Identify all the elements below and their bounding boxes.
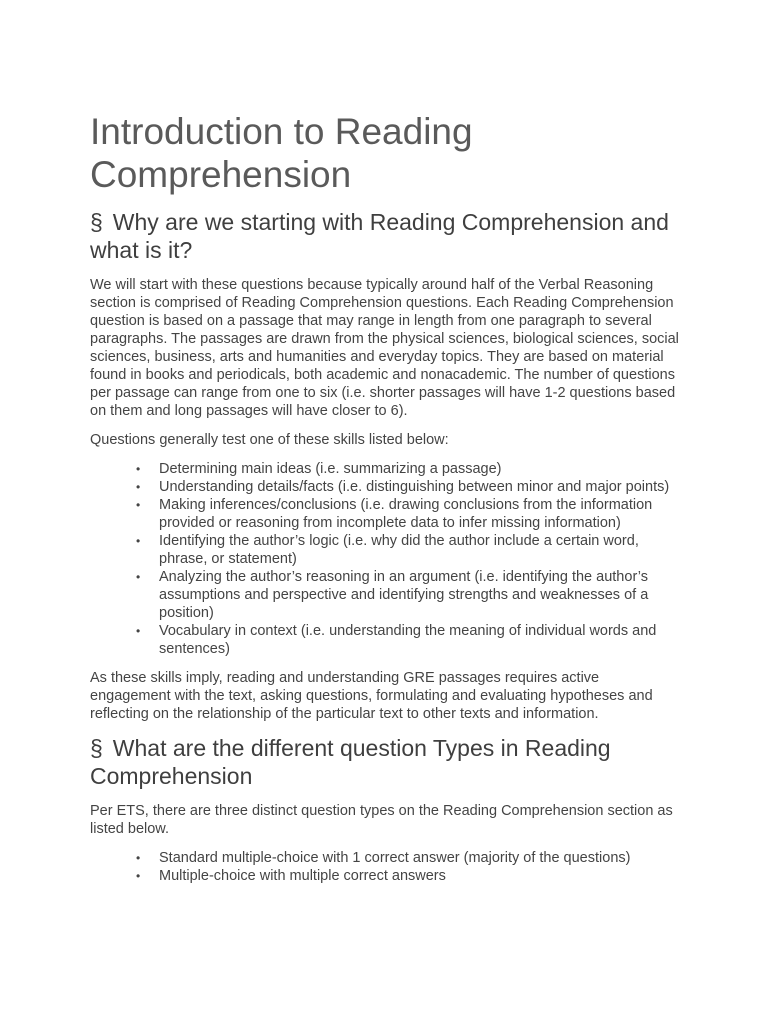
document-title: Introduction to Reading Comprehension: [90, 111, 473, 195]
bullet-glyph: •: [136, 534, 141, 548]
intro-paragraph: We will start with these questions because typically around half of the Verbal Reasoning section is comprised of Reading Comprehension questions. Each Reading Comprehension question is based on a passage that may range in length from one paragraph to several paragraphs. The passages are drawn from the physical sciences, biological sciences, social sciences, business, arts and humanities and everyday topics. They are based on material found in books and periodicals, both academic and nonacademic. The number of questions per passage can range from one to six (i.e. shorter passages will have 1-2 questions based on them and long passages will have closer to 6).: [90, 277, 679, 419]
list-item: • Multiple-choice with multiple correct answers: [136, 868, 446, 884]
section-heading-text: What are the different question Types in Reading Comprehension: [90, 735, 611, 789]
bullet-glyph: •: [136, 498, 141, 512]
bullet-glyph: •: [136, 869, 141, 883]
skills-lead-paragraph: Questions generally test one of these skills listed below:: [90, 432, 449, 448]
list-item: • Analyzing the author’s reasoning in an argument (i.e. identifying the author’s assumptions and perspective and identifying strengths and weaknesses of a position): [136, 569, 649, 621]
bullet-glyph: •: [136, 462, 141, 476]
list-item: • Making inferences/conclusions (i.e. drawing conclusions from the information provided or reasoning from incomplete data to infer missing information): [136, 497, 653, 531]
list-item: • Vocabulary in context (i.e. understanding the meaning of individual words and sentences): [136, 623, 657, 657]
bullet-glyph: •: [136, 570, 141, 584]
list-item: • Determining main ideas (i.e. summarizing a passage): [136, 461, 502, 477]
list-item: • Understanding details/facts (i.e. distinguishing between minor and major points): [136, 479, 670, 495]
section-heading-why: [90, 208, 682, 264]
bullet-glyph: •: [136, 480, 141, 494]
skills-list: [90, 460, 682, 658]
section-marker: §: [90, 735, 103, 761]
section-marker: §: [90, 209, 103, 235]
types-lead-paragraph: Per ETS, there are three distinct question types on the Reading Comprehension section as listed below.: [90, 803, 673, 837]
document-page: [90, 110, 682, 896]
bullet-glyph: •: [136, 624, 141, 638]
skills-summary-paragraph: As these skills imply, reading and understanding GRE passages requires active engagement with the text, asking questions, formulating and evaluating hypotheses and reflecting on the relationship of the particular text to other texts and information.: [90, 670, 653, 722]
list-item: • Identifying the author’s logic (i.e. why did the author include a certain word, phrase, or statement): [136, 533, 639, 567]
bullet-glyph: •: [136, 851, 141, 865]
section-heading-text: Why are we starting with Reading Comprehension and what is it?: [90, 209, 669, 263]
question-types-list: [90, 849, 682, 885]
list-item: • Standard multiple-choice with 1 correct answer (majority of the questions): [136, 850, 631, 866]
section-heading-types: [90, 734, 682, 790]
